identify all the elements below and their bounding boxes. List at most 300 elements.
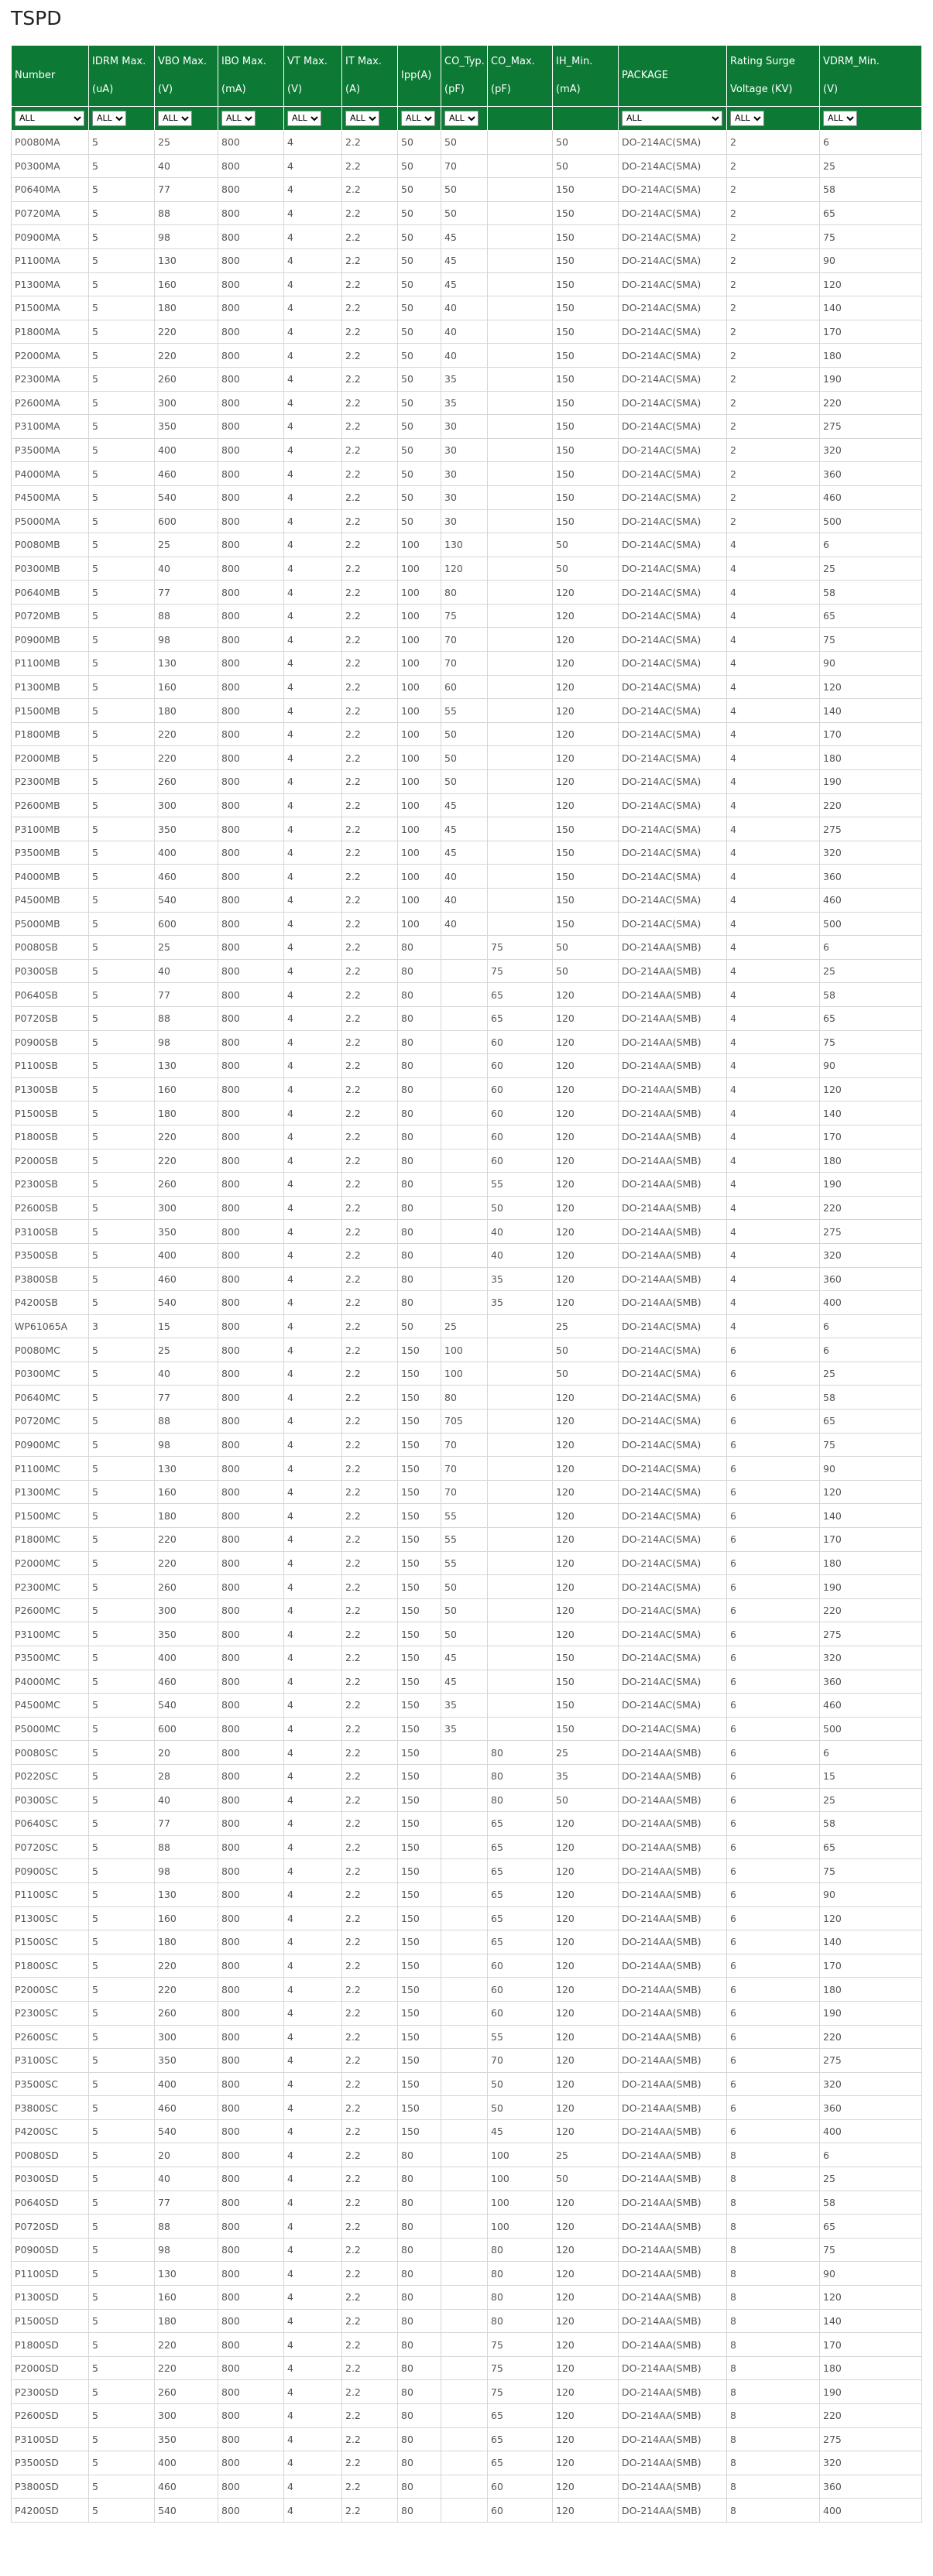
- table-cell: [488, 1504, 553, 1528]
- table-cell: 4: [284, 2096, 342, 2120]
- table-cell: 5: [89, 2167, 155, 2191]
- table-cell: 4: [284, 1575, 342, 1599]
- table-cell: 2.2: [342, 2119, 398, 2143]
- table-cell: 800: [218, 178, 284, 202]
- table-row: [12, 557, 922, 581]
- table-cell: 4: [284, 793, 342, 817]
- table-cell: 2.2: [342, 1741, 398, 1765]
- table-cell: 120: [553, 1125, 619, 1149]
- table-cell: 120: [553, 793, 619, 817]
- table-cell: 25: [820, 1788, 922, 1812]
- table-cell: 800: [218, 793, 284, 817]
- part-number-cell: P2000SD: [12, 2356, 89, 2380]
- table-cell: DO-214AA(SMB): [619, 1835, 727, 1859]
- table-cell: 6: [727, 1694, 820, 1718]
- table-cell: 90: [820, 652, 922, 676]
- table-row: [12, 154, 922, 178]
- column-header-label: IBO Max.: [221, 56, 266, 67]
- table-cell: 800: [218, 2451, 284, 2475]
- table-cell: [488, 1433, 553, 1457]
- table-cell: [488, 817, 553, 841]
- table-cell: DO-214AA(SMB): [619, 1291, 727, 1315]
- table-cell: 80: [488, 2238, 553, 2262]
- table-cell: 5: [89, 131, 155, 155]
- table-cell: 30: [441, 509, 488, 533]
- table-cell: 2: [727, 248, 820, 272]
- column-header-unit: (V): [158, 84, 173, 95]
- table-cell: 705: [441, 1410, 488, 1434]
- table-cell: 58: [820, 178, 922, 202]
- table-cell: 4: [727, 770, 820, 794]
- part-number-cell: P4000MA: [12, 462, 89, 486]
- table-cell: 5: [89, 1291, 155, 1315]
- table-cell: 4: [284, 2143, 342, 2167]
- table-cell: 80: [488, 1764, 553, 1788]
- table-cell: DO-214AA(SMB): [619, 1764, 727, 1788]
- table-cell: 800: [218, 1575, 284, 1599]
- table-cell: 120: [553, 1030, 619, 1054]
- table-cell: 98: [155, 225, 218, 249]
- table-cell: 5: [89, 770, 155, 794]
- column-filter-select[interactable]: [221, 111, 256, 126]
- table-cell: 4: [284, 581, 342, 605]
- filter-cell: [619, 107, 727, 131]
- table-cell: 50: [553, 2167, 619, 2191]
- table-cell: 190: [820, 770, 922, 794]
- table-cell: 2.2: [342, 2475, 398, 2499]
- part-number-cell: P3500SB: [12, 1243, 89, 1267]
- part-number-cell: P0080SB: [12, 936, 89, 960]
- part-number-cell: P4200SD: [12, 2499, 89, 2523]
- part-number-cell: P5000MC: [12, 1717, 89, 1741]
- table-cell: 150: [398, 1859, 441, 1883]
- table-cell: 75: [488, 2333, 553, 2357]
- table-cell: 80: [398, 1077, 441, 1101]
- table-cell: 100: [398, 770, 441, 794]
- table-cell: 5: [89, 1954, 155, 1978]
- table-cell: 4: [284, 2286, 342, 2310]
- table-cell: 2.2: [342, 1646, 398, 1670]
- table-cell: 4: [284, 272, 342, 296]
- table-cell: DO-214AC(SMA): [619, 1694, 727, 1718]
- table-row: [12, 415, 922, 439]
- table-cell: 4: [284, 1125, 342, 1149]
- table-cell: 2.2: [342, 983, 398, 1007]
- table-cell: 120: [553, 1859, 619, 1883]
- part-number-cell: P2000MC: [12, 1551, 89, 1575]
- table-cell: 2.2: [342, 1694, 398, 1718]
- table-cell: 800: [218, 1480, 284, 1504]
- tspd-table: [11, 45, 922, 2523]
- table-row: [12, 201, 922, 225]
- table-cell: DO-214AA(SMB): [619, 1220, 727, 1244]
- table-cell: 2.2: [342, 462, 398, 486]
- table-cell: 2.2: [342, 865, 398, 889]
- table-cell: 150: [398, 1978, 441, 2002]
- table-cell: 4: [727, 1101, 820, 1125]
- table-cell: 800: [218, 2356, 284, 2380]
- table-cell: 120: [553, 746, 619, 770]
- table-cell: 120: [553, 1551, 619, 1575]
- table-cell: 150: [553, 1646, 619, 1670]
- table-cell: 8: [727, 2404, 820, 2428]
- table-row: [12, 485, 922, 509]
- table-cell: DO-214AC(SMA): [619, 817, 727, 841]
- table-cell: 4: [284, 1433, 342, 1457]
- part-number-cell: P1800MA: [12, 320, 89, 344]
- table-cell: 80: [398, 959, 441, 983]
- table-cell: DO-214AA(SMB): [619, 1243, 727, 1267]
- table-cell: 40: [488, 1220, 553, 1244]
- table-row: [12, 912, 922, 936]
- table-cell: 170: [820, 320, 922, 344]
- table-cell: [441, 1267, 488, 1291]
- table-cell: [488, 462, 553, 486]
- table-cell: 220: [155, 1528, 218, 1552]
- table-row: [12, 1480, 922, 1504]
- table-cell: 4: [284, 2309, 342, 2333]
- table-cell: 65: [488, 1882, 553, 1906]
- table-cell: 120: [820, 272, 922, 296]
- table-cell: 40: [155, 154, 218, 178]
- table-row: [12, 1598, 922, 1622]
- table-cell: 2.2: [342, 296, 398, 320]
- table-cell: 2.2: [342, 201, 398, 225]
- table-cell: 35: [441, 1694, 488, 1718]
- table-cell: 50: [553, 131, 619, 155]
- table-row: [12, 2286, 922, 2310]
- table-cell: 120: [553, 2001, 619, 2025]
- table-cell: 50: [441, 1575, 488, 1599]
- table-cell: 60: [488, 1030, 553, 1054]
- table-cell: [441, 1006, 488, 1030]
- column-filter-select[interactable]: [345, 111, 379, 126]
- table-cell: 100: [398, 533, 441, 557]
- table-cell: 6: [727, 1978, 820, 2002]
- table-cell: 50: [398, 154, 441, 178]
- table-row: [12, 509, 922, 533]
- table-cell: [441, 2451, 488, 2475]
- table-cell: 800: [218, 1646, 284, 1670]
- table-cell: 260: [155, 367, 218, 391]
- table-cell: 65: [488, 2404, 553, 2428]
- table-cell: DO-214AC(SMA): [619, 1504, 727, 1528]
- table-row: [12, 1077, 922, 1101]
- table-cell: 120: [553, 1267, 619, 1291]
- table-cell: 5: [89, 1386, 155, 1410]
- table-cell: 60: [441, 675, 488, 699]
- table-cell: 4: [284, 1504, 342, 1528]
- table-cell: 55: [488, 2025, 553, 2049]
- table-cell: [488, 1314, 553, 1338]
- table-cell: 220: [155, 1149, 218, 1173]
- table-cell: 150: [398, 1788, 441, 1812]
- table-cell: 77: [155, 581, 218, 605]
- table-cell: 5: [89, 936, 155, 960]
- table-cell: 800: [218, 1054, 284, 1078]
- table-cell: 5: [89, 1528, 155, 1552]
- table-cell: 55: [441, 1504, 488, 1528]
- column-filter-select[interactable]: [92, 111, 126, 126]
- table-cell: DO-214AC(SMA): [619, 296, 727, 320]
- table-cell: DO-214AC(SMA): [619, 272, 727, 296]
- column-header-label: VDRM_Min.: [823, 56, 880, 67]
- table-cell: 2.2: [342, 1243, 398, 1267]
- column-filter-select[interactable]: [730, 111, 764, 126]
- column-filter-select[interactable]: [158, 111, 192, 126]
- table-cell: 800: [218, 817, 284, 841]
- table-cell: 4: [284, 178, 342, 202]
- table-cell: 150: [398, 1598, 441, 1622]
- table-cell: 120: [553, 581, 619, 605]
- table-cell: 800: [218, 889, 284, 913]
- table-row: [12, 983, 922, 1007]
- table-cell: 130: [441, 533, 488, 557]
- column-header-label: Number: [15, 70, 56, 81]
- table-cell: 800: [218, 1362, 284, 1386]
- table-cell: 15: [155, 1314, 218, 1338]
- table-cell: 80: [441, 1386, 488, 1410]
- table-cell: 50: [398, 131, 441, 155]
- table-cell: 65: [488, 983, 553, 1007]
- table-cell: 5: [89, 1101, 155, 1125]
- table-cell: 2.2: [342, 1433, 398, 1457]
- table-cell: 2.2: [342, 699, 398, 723]
- table-cell: 100: [398, 675, 441, 699]
- part-number-cell: P1100SC: [12, 1882, 89, 1906]
- table-cell: [488, 1551, 553, 1575]
- column-header-unit: (uA): [92, 84, 114, 95]
- table-cell: 5: [89, 1457, 155, 1481]
- column-filter-select[interactable]: [287, 111, 321, 126]
- table-cell: 130: [155, 248, 218, 272]
- table-cell: 4: [284, 1954, 342, 1978]
- table-cell: 50: [398, 178, 441, 202]
- table-cell: [488, 770, 553, 794]
- table-cell: [441, 1812, 488, 1836]
- table-cell: 800: [218, 1670, 284, 1694]
- table-cell: 8: [727, 2427, 820, 2451]
- table-cell: 4: [284, 344, 342, 368]
- part-number-cell: P0720MB: [12, 604, 89, 628]
- table-row: [12, 699, 922, 723]
- table-cell: 2.2: [342, 225, 398, 249]
- table-cell: 8: [727, 2191, 820, 2215]
- table-cell: 800: [218, 1954, 284, 1978]
- table-cell: [488, 438, 553, 462]
- table-cell: 150: [398, 1410, 441, 1434]
- table-cell: 400: [155, 1243, 218, 1267]
- table-cell: 400: [155, 2451, 218, 2475]
- table-cell: 8: [727, 2451, 820, 2475]
- table-cell: 80: [398, 2427, 441, 2451]
- table-cell: 3: [89, 1314, 155, 1338]
- table-cell: 5: [89, 2499, 155, 2523]
- table-cell: 540: [155, 485, 218, 509]
- part-number-cell: P0300SC: [12, 1788, 89, 1812]
- table-row: [12, 604, 922, 628]
- table-cell: 150: [553, 438, 619, 462]
- table-cell: 260: [155, 2380, 218, 2404]
- table-cell: 5: [89, 1741, 155, 1765]
- table-cell: [441, 1764, 488, 1788]
- table-cell: 4: [727, 557, 820, 581]
- column-filter-select[interactable]: [401, 111, 435, 126]
- table-cell: 100: [488, 2191, 553, 2215]
- filter-cell: [441, 107, 488, 131]
- table-cell: 4: [284, 1978, 342, 2002]
- table-row: [12, 865, 922, 889]
- table-cell: DO-214AC(SMA): [619, 1457, 727, 1481]
- table-row: [12, 1812, 922, 1836]
- table-cell: DO-214AC(SMA): [619, 1551, 727, 1575]
- table-cell: 35: [488, 1267, 553, 1291]
- table-row: [12, 1930, 922, 1954]
- table-cell: [441, 1835, 488, 1859]
- table-cell: 4: [727, 889, 820, 913]
- table-cell: 55: [488, 1173, 553, 1197]
- table-cell: [488, 912, 553, 936]
- table-cell: 60: [488, 2475, 553, 2499]
- table-cell: 540: [155, 2119, 218, 2143]
- table-cell: DO-214AC(SMA): [619, 770, 727, 794]
- table-cell: DO-214AA(SMB): [619, 2167, 727, 2191]
- table-cell: 88: [155, 201, 218, 225]
- table-cell: 80: [398, 2356, 441, 2380]
- table-cell: 5: [89, 2262, 155, 2286]
- table-cell: 40: [155, 2167, 218, 2191]
- table-cell: 6: [727, 1835, 820, 1859]
- table-cell: 80: [398, 2286, 441, 2310]
- table-cell: 25: [155, 1338, 218, 1362]
- table-cell: 5: [89, 1906, 155, 1930]
- table-cell: 2.2: [342, 2286, 398, 2310]
- table-cell: 80: [398, 2143, 441, 2167]
- table-cell: 8: [727, 2475, 820, 2499]
- table-cell: 120: [553, 1882, 619, 1906]
- table-cell: 5: [89, 1243, 155, 1267]
- table-cell: 300: [155, 1196, 218, 1220]
- table-cell: [441, 1882, 488, 1906]
- table-cell: 30: [441, 415, 488, 439]
- table-cell: 460: [155, 2475, 218, 2499]
- table-cell: 75: [488, 2356, 553, 2380]
- table-cell: DO-214AC(SMA): [619, 557, 727, 581]
- part-number-cell: P0080MB: [12, 533, 89, 557]
- table-cell: 800: [218, 1006, 284, 1030]
- table-cell: [441, 2333, 488, 2357]
- table-cell: 800: [218, 1149, 284, 1173]
- table-cell: 120: [553, 1077, 619, 1101]
- part-number-cell: P3800SD: [12, 2475, 89, 2499]
- filter-cell: [342, 107, 398, 131]
- table-cell: DO-214AA(SMB): [619, 2096, 727, 2120]
- table-cell: 260: [155, 1575, 218, 1599]
- table-cell: 4: [727, 793, 820, 817]
- table-cell: DO-214AA(SMB): [619, 2143, 727, 2167]
- filter-row: [12, 107, 922, 131]
- table-cell: 50: [398, 509, 441, 533]
- table-cell: DO-214AA(SMB): [619, 2380, 727, 2404]
- table-cell: 2.2: [342, 2049, 398, 2073]
- table-cell: 800: [218, 1030, 284, 1054]
- table-cell: 190: [820, 2001, 922, 2025]
- part-number-cell: P2300SD: [12, 2380, 89, 2404]
- table-cell: 4: [284, 1528, 342, 1552]
- table-cell: [488, 415, 553, 439]
- table-cell: 4: [284, 1173, 342, 1197]
- table-cell: 65: [820, 1006, 922, 1030]
- table-cell: DO-214AA(SMB): [619, 2025, 727, 2049]
- table-cell: 4: [727, 533, 820, 557]
- column-filter-select[interactable]: [444, 111, 479, 126]
- table-row: [12, 344, 922, 368]
- table-cell: 800: [218, 1267, 284, 1291]
- column-header-unit: (mA): [556, 84, 581, 95]
- table-row: [12, 1386, 922, 1410]
- table-cell: DO-214AA(SMB): [619, 2119, 727, 2143]
- table-cell: 6: [727, 1717, 820, 1741]
- table-cell: DO-214AC(SMA): [619, 581, 727, 605]
- part-number-cell: P1300SB: [12, 1077, 89, 1101]
- table-cell: 75: [820, 1433, 922, 1457]
- table-cell: 800: [218, 1764, 284, 1788]
- table-cell: 120: [553, 1930, 619, 1954]
- table-cell: 5: [89, 2427, 155, 2451]
- filter-cell: [553, 107, 619, 131]
- table-cell: 220: [155, 2333, 218, 2357]
- table-cell: 150: [398, 2119, 441, 2143]
- table-cell: 4: [284, 1906, 342, 1930]
- table-cell: [488, 699, 553, 723]
- table-cell: 800: [218, 509, 284, 533]
- table-cell: 5: [89, 1149, 155, 1173]
- table-cell: 50: [398, 201, 441, 225]
- column-filter-select[interactable]: [622, 111, 722, 126]
- column-filter-select[interactable]: [823, 111, 857, 126]
- table-cell: 120: [553, 1598, 619, 1622]
- table-cell: [488, 1694, 553, 1718]
- table-cell: 6: [727, 1954, 820, 1978]
- table-cell: 4: [727, 1291, 820, 1315]
- table-cell: 800: [218, 415, 284, 439]
- table-cell: 220: [155, 1978, 218, 2002]
- table-cell: [488, 201, 553, 225]
- table-cell: 140: [820, 1504, 922, 1528]
- table-cell: 30: [441, 485, 488, 509]
- table-row: [12, 1906, 922, 1930]
- table-cell: 120: [553, 604, 619, 628]
- table-cell: 4: [284, 2072, 342, 2096]
- column-header: [12, 46, 89, 107]
- part-number-cell: P1800SD: [12, 2333, 89, 2357]
- table-cell: 4: [727, 1267, 820, 1291]
- table-cell: DO-214AA(SMB): [619, 959, 727, 983]
- table-row: [12, 2049, 922, 2073]
- table-cell: [488, 581, 553, 605]
- table-cell: 120: [553, 1906, 619, 1930]
- table-cell: 5: [89, 248, 155, 272]
- part-number-cell: P3800SC: [12, 2096, 89, 2120]
- table-cell: 150: [398, 1528, 441, 1552]
- table-cell: DO-214AC(SMA): [619, 344, 727, 368]
- part-number-cell: P1300MA: [12, 272, 89, 296]
- column-filter-select[interactable]: [15, 111, 84, 126]
- table-cell: 800: [218, 746, 284, 770]
- table-cell: 2.2: [342, 344, 398, 368]
- table-cell: DO-214AA(SMB): [619, 2333, 727, 2357]
- table-row: [12, 1314, 922, 1338]
